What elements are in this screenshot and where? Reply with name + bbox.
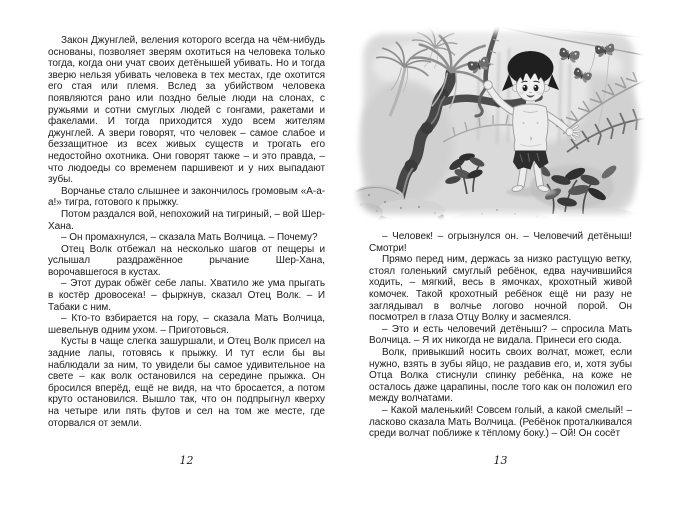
jungle-scene-svg xyxy=(347,22,650,225)
right-page-text-column xyxy=(369,231,632,440)
paragraph: Отец Волк отбежал на несколько шагов от пещеры и услышал раздражённое рычание Шер-Хана, ворочавшегося в кустах. xyxy=(48,243,325,278)
paragraph: – Какой маленький! Совсем голый, а какой смелый! – ласково сказала Мать Волчица. (Ребёнок проталкивался среди волчат поближе к тёплому боку.) – Ой! Он сосёт xyxy=(369,404,632,440)
gripping-hand xyxy=(484,81,493,90)
paragraph: Прямо перед ним, держась за низко растущую ветку, стоял голенький смуглый ребёнок, едва научившийся ходить, – мягкий, весь в ямочках, крохотный живой комочек. Такой крохотный ребёнок ещё ни разу не заглядывал в волчье логово ночной порой. Он посмотрел в глаза Отцу Волку и засмеялся. xyxy=(369,254,632,324)
paragraph: – Человек! – огрызнулся он. – Человечий детёныш! Смотри! xyxy=(369,231,632,254)
paragraph: Потом раздался вой, непохожий на тигриный, – вой Шер-Хана. xyxy=(48,208,325,232)
paragraph: – Это и есть человечий детёныш? – спросила Мать Волчица. – Я их никогда не видала. Принеси его сюда. xyxy=(369,323,632,347)
paragraph: Закон Джунглей, веления которого всегда на чём-нибудь основаны, позволяет зверям охотиться на человека только тогда, когда они учат своих детёнышей убивать. Но и тогда зверю нельзя убивать человека в тех местах, где охотится его стая или племя. Вслед за убийством человека появляются рано или поздно белые люди на слонах, с ружьями и сотни смуглых людей с гонгами, ракетами и факелами. И тогда приходится худо всем жителям джунглей. А звери говорят, что человек – самое слабое и беззащитное из всех живых существ и трогать его недостойно охотника. Они говорят также – и это правда, – что людоеды со временем паршивеют и у них выпадают зубы. xyxy=(48,35,325,186)
paragraph: Кусты в чаще слегка зашуршали, и Отец Волк присел на задние лапы, готовясь к прыжку. И тут если бы вы наблюдали за ним, то увидели бы самое удивительное на свете – как волк остановился на середине прыжка. Он бросился вперёд, ещё не видя, на что бросается, а потом круто остановился. Вышло так, что он подпрыгнул кверху на четыре или пять футов и сел на том же месте, где оторвался от земли. xyxy=(48,336,325,429)
paragraph: – Этот дурак обжёг себе лапы. Хватило же ума прыгать в костёр дровосека! – фыркнув, сказал Отец Волк. – И Табаки с ним. xyxy=(48,278,325,313)
page-number-left: 12 xyxy=(179,454,194,467)
page-number-right: 13 xyxy=(493,454,508,467)
left-page-text-column xyxy=(48,35,325,429)
mowgli-jungle-illustration xyxy=(347,22,650,225)
paragraph: Волк, привыкший носить своих волчат, может, если нужно, взять в зубы яйцо, не раздавив его, и, хотя зубы Отца Волка стиснули спинку ребёнка, на коже не осталось даже царапины, после того как он положил его между волчатами. xyxy=(369,346,632,405)
paragraph: – Кто-то взбирается на гору, – сказала Мать Волчица, шевельнув одним ухом. – Приготовься. xyxy=(48,313,325,336)
paragraph: – Он промахнулся, – сказала Мать Волчица. – Почему? xyxy=(61,232,318,244)
paragraph: Ворчанье стало слышнее и закончилось громовым «А-а-а!» тигра, готового к прыжку. xyxy=(48,185,325,209)
